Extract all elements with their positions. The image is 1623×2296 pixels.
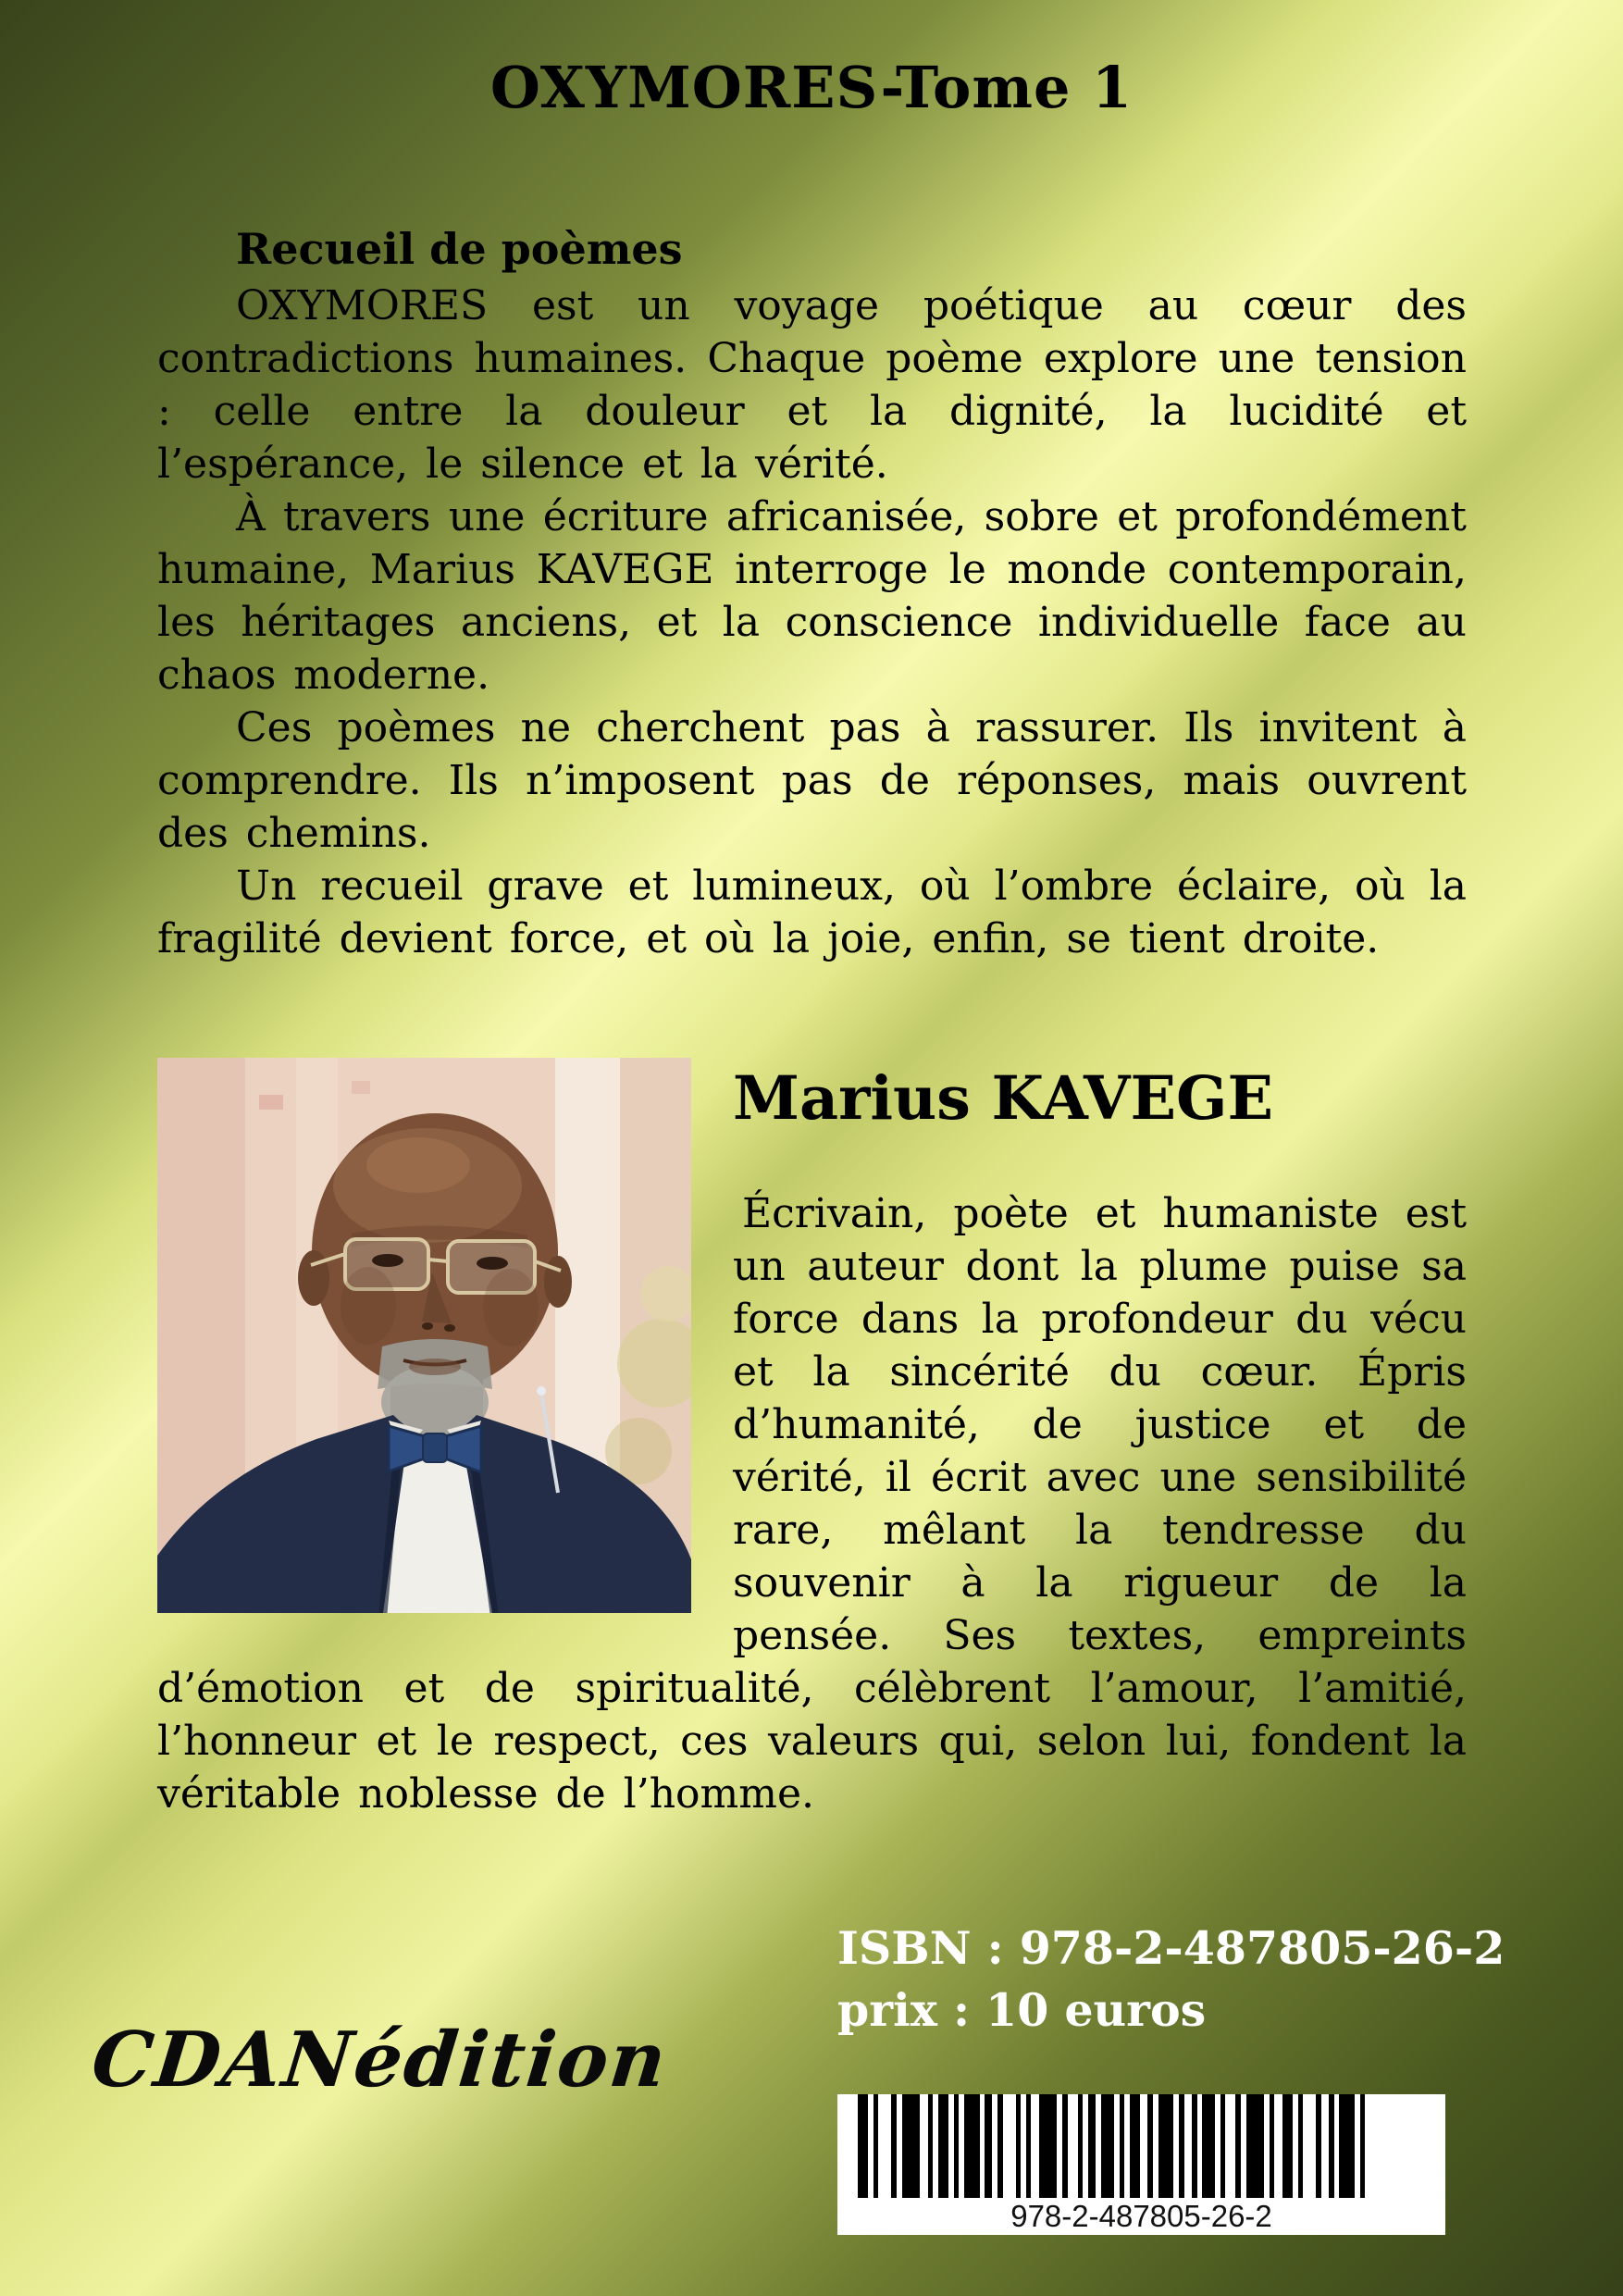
author-photo (157, 1058, 691, 1613)
barcode-bar (1088, 2094, 1096, 2198)
barcode-bars (858, 2094, 1425, 2198)
barcode-gap (1140, 2094, 1147, 2198)
author-portrait-photo-illustration (157, 1058, 691, 1613)
barcode-bar (1158, 2094, 1174, 2198)
isbn-text: ISBN : 978-2-487805-26-2 (837, 1921, 1505, 1975)
synopsis-block (157, 224, 1467, 965)
barcode-bar (1202, 2094, 1215, 2198)
barcode-gap (1003, 2094, 1016, 2198)
book-title: OXYMORES-Tome 1 (489, 54, 1134, 121)
author-section (157, 1058, 1467, 1820)
author-bio: Écrivain, poète et humaniste est un auteur dont la plume puise sa force dans la profondeur du vécu et la sincérité du cœur. Épris d’humanité, de justice et de vérité, il écrit avec une sensibilité rare, mêlant la tendresse du souvenir à la rigueur de la pensée. Ses textes, empreints d’émotion et de spiritualité, célèbrent l’amour, l’amitié, l’honneur et le respect, ces valeurs qui, selon lui, fondent la véritable noblesse de l’homme. (157, 1190, 1467, 1818)
barcode-bar (1339, 2094, 1355, 2198)
barcode-gap (1321, 2094, 1329, 2198)
barcode-bar (985, 2094, 992, 2198)
barcode-bar (938, 2094, 948, 2198)
publisher-logo: CDANédition (87, 2016, 672, 2104)
price-text: prix : 10 euros (837, 1983, 1207, 2037)
barcode-gap (1184, 2094, 1192, 2198)
barcode-gap (1365, 2094, 1375, 2198)
barcode-bar (902, 2094, 921, 2198)
barcode-bar (964, 2094, 980, 2198)
barcode-number: 978-2-487805-26-2 (1010, 2199, 1272, 2233)
synopsis-paragraph: OXYMORES est un voyage poétique au cœur des contradictions humaines. Chaque poème explore une tension : celle entre la douleur et la dignité, la lucidité et l’espérance, le silence et la vérité. (157, 282, 1467, 488)
barcode-gap (1303, 2094, 1316, 2198)
barcode-gap (1225, 2094, 1235, 2198)
barcode-gap (1068, 2094, 1078, 2198)
barcode-bar (1039, 2094, 1058, 2198)
barcode (837, 2094, 1445, 2235)
collection-subtitle: Recueil de poèmes (236, 224, 683, 274)
author-name: Marius KAVEGE (733, 1063, 1274, 1134)
barcode-bar (1130, 2094, 1140, 2198)
barcode-gap (1274, 2094, 1282, 2198)
isbn-price-block (837, 1917, 1505, 2042)
synopsis-paragraph: À travers une écriture africanisée, sobre et profondément humaine, Marius KAVEGE interroge le monde contemporain, les héritages anciens, et la conscience individuelle face au chaos moderne. (157, 493, 1467, 699)
barcode-bar (858, 2094, 868, 2198)
synopsis-paragraph: Un recueil grave et lumineux, où l’ombre éclaire, où la fragilité devient force, et où la joie, enfin, se tient droite. (157, 863, 1467, 962)
barcode-gap (1031, 2094, 1038, 2198)
barcode-bar (1282, 2094, 1293, 2198)
barcode-bar (1246, 2094, 1265, 2198)
barcode-gap (920, 2094, 927, 2198)
barcode-gap (878, 2094, 891, 2198)
synopsis-paragraph: Ces poèmes ne cherchent pas à rassurer. Ils invitent à comprendre. Ils n’imposent pas de réponses, mais ouvrent des chemins. (157, 704, 1467, 857)
barcode-bar (1101, 2094, 1114, 2198)
